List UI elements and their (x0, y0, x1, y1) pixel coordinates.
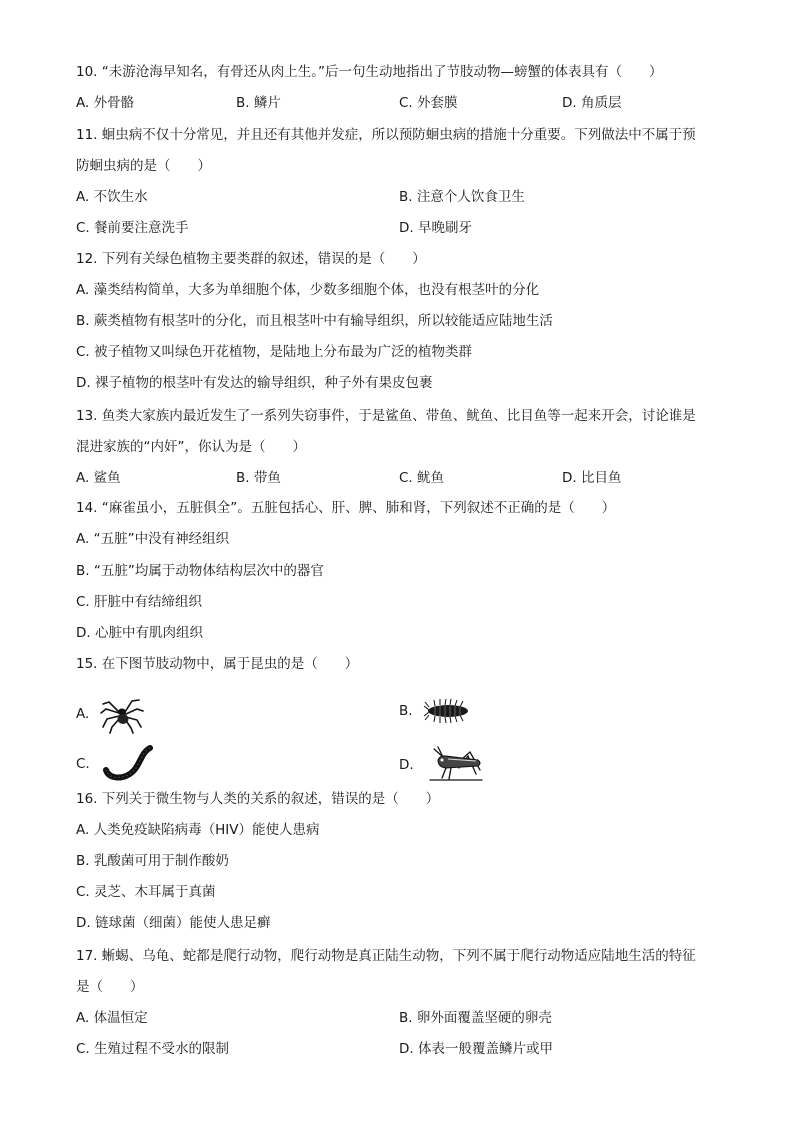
q12-option-a: A. 藻类结构简单，大多为单细胞个体，少数多细胞个体，也没有根茎叶的分化 (76, 282, 540, 298)
q12-option-c: C. 被子植物又叫绿色开花植物，是陆地上分布最为广泛的植物类群 (76, 344, 473, 360)
q16-option-a: A. 人类免疫缺陷病毒（HIV）能使人患病 (76, 822, 320, 838)
question-15-stem: 15. 在下图节肢动物中，属于昆虫的是（ ） (76, 656, 359, 672)
q15-option-b-label: B. (399, 703, 413, 719)
q16-option-c: C. 灵芝、木耳属于真菌 (76, 884, 216, 900)
q16-option-b: B. 乳酸菌可用于制作酸奶 (76, 853, 229, 869)
q10-option-d: D. 角质层 (562, 95, 622, 111)
question-12-stem: 12. 下列有关绿色植物主要类群的叙述，错误的是（ ） (76, 251, 426, 267)
q15-option-a-label: A. (76, 706, 90, 722)
q15-option-c (76, 743, 156, 785)
question-14-stem: 14. “麻雀虽小，五脏俱全”。五脏包括心、肝、脾、肺和肾，下列叙述不正确的是（ ） (76, 500, 616, 516)
q15-option-d (399, 746, 486, 784)
q14-option-b: B. “五脏”均属于动物体结构层次中的器官 (76, 563, 324, 579)
q13-option-c: C. 鱿鱼 (399, 470, 445, 486)
question-11-stem-cont: 防蛔虫病的是（ ） (76, 158, 211, 174)
earthworm-icon (100, 743, 156, 785)
q17-option-a: A. 体温恒定 (76, 1010, 148, 1026)
question-11-stem: 11. 蛔虫病不仅十分常见，并且还有其他并发症，所以预防蛔虫病的措施十分重要。下列做法中不属于预 (76, 127, 696, 143)
q14-option-c: C. 肝脏中有结缔组织 (76, 594, 203, 610)
q12-option-b: B. 蕨类植物有根茎叶的分化，而且根茎叶中有输导组织，所以较能适应陆地生活 (76, 313, 553, 329)
q14-option-d: D. 心脏中有肌肉组织 (76, 625, 203, 641)
q11-option-a: A. 不饮生水 (76, 189, 148, 205)
centipede-icon (423, 696, 471, 726)
q17-option-b: B. 卵外面覆盖坚硬的卵壳 (399, 1010, 552, 1026)
q15-option-c-label: C. (76, 756, 90, 772)
q13-option-b: B. 带鱼 (236, 470, 281, 486)
q10-option-a: A. 外骨骼 (76, 95, 135, 111)
q17-option-c: C. 生殖过程不受水的限制 (76, 1041, 230, 1057)
q11-option-c: C. 餐前要注意洗手 (76, 220, 189, 236)
q11-option-b: B. 注意个人饮食卫生 (399, 189, 525, 205)
q13-option-a: A. 鲨鱼 (76, 470, 121, 486)
q17-option-d: D. 体表一般覆盖鳞片或甲 (399, 1041, 553, 1057)
question-17-stem-cont: 是（ ） (76, 979, 144, 995)
q15-option-d-label: D. (399, 757, 414, 773)
q10-option-c: C. 外套膜 (399, 95, 458, 111)
question-17-stem: 17. 蜥蜴、乌龟、蛇都是爬行动物，爬行动物是真正陆生动物，下列不属于爬行动物适应陆地生活的特征 (76, 948, 696, 964)
question-10-stem: 10. “未游沧海早知名，有骨还从肉上生。”后一句生动地指出了节肢动物—螃蟹的体表具有（ ） (76, 64, 663, 80)
q13-option-d: D. 比目鱼 (562, 470, 622, 486)
question-13-stem: 13. 鱼类大家族内最近发生了一系列失窃事件，于是鲨鱼、带鱼、鱿鱼、比目鱼等一起来开会，讨论谁是 (76, 408, 696, 424)
q16-option-d: D. 链球菌（细菌）能使人患足癣 (76, 915, 271, 931)
q10-option-b: B. 鳞片 (236, 95, 281, 111)
q15-option-b (399, 696, 471, 726)
grasshopper-icon (424, 746, 486, 784)
spider-icon (99, 694, 145, 734)
q11-option-d: D. 早晚刷牙 (399, 220, 472, 236)
q15-option-a (76, 694, 145, 734)
question-16-stem: 16. 下列关于微生物与人类的关系的叙述，错误的是（ ） (76, 791, 440, 807)
question-13-stem-cont: 混进家族的“内奸”，你认为是（ ） (76, 439, 306, 455)
q14-option-a: A. “五脏”中没有神经组织 (76, 531, 230, 547)
q12-option-d: D. 裸子植物的根茎叶有发达的输导组织，种子外有果皮包裹 (76, 375, 433, 391)
